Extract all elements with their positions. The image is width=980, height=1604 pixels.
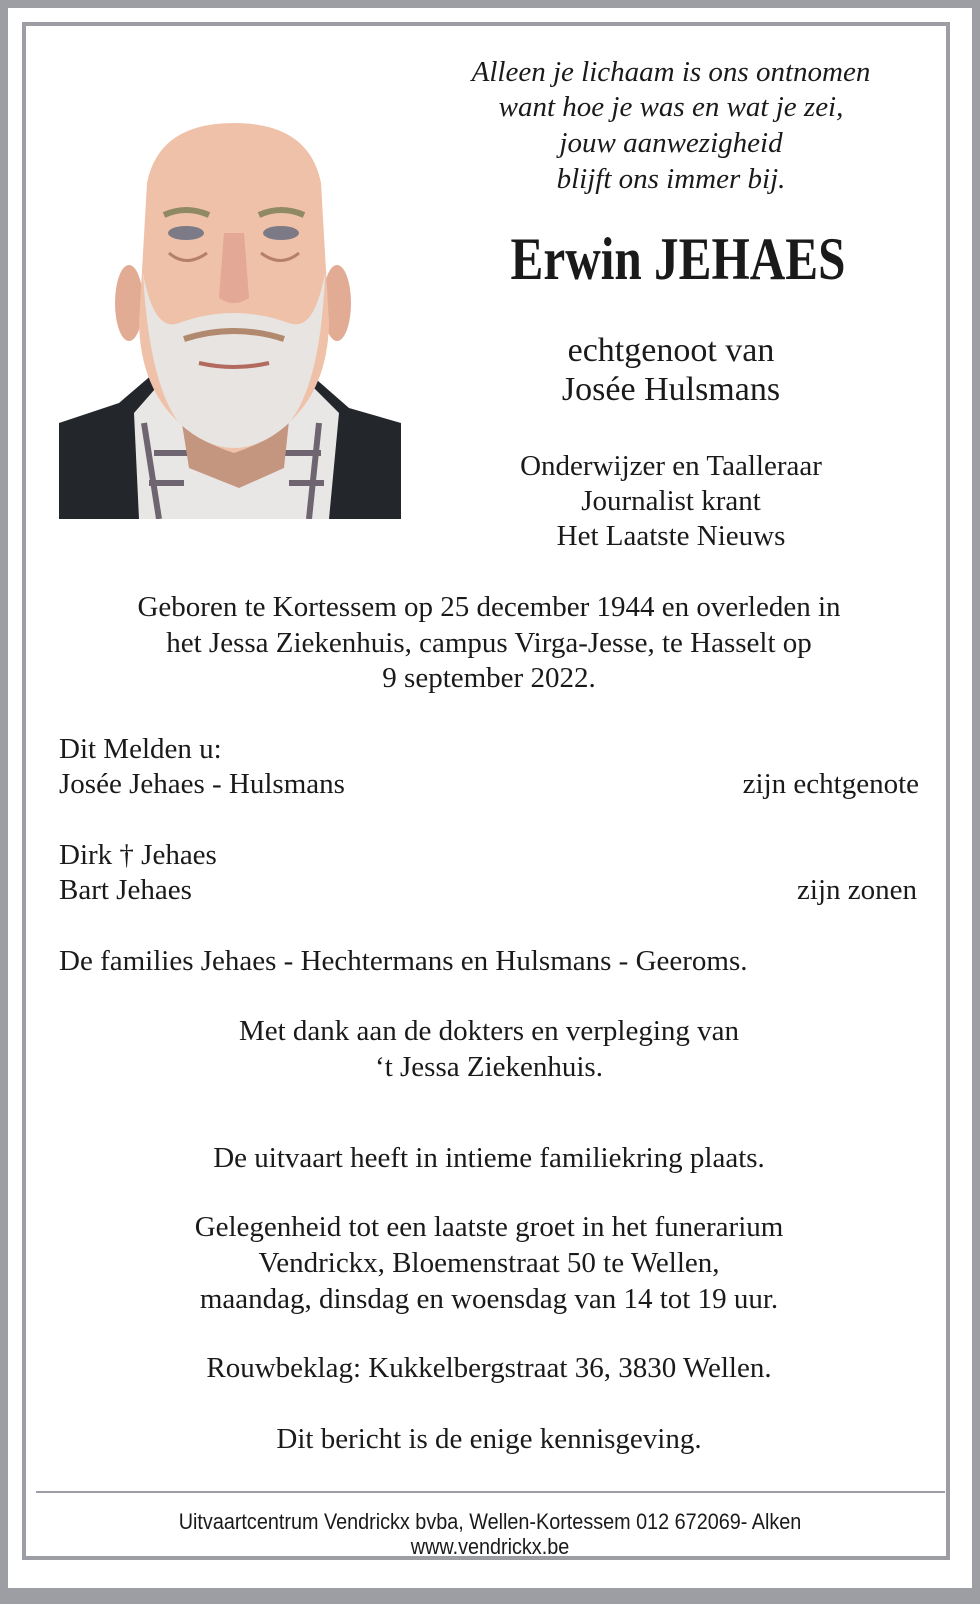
announce-label: Dit Melden u: xyxy=(59,733,222,765)
poem-line: blijft ons immer bij. xyxy=(556,163,786,195)
spouse-name: Josée Hulsmans xyxy=(561,371,781,408)
family-member-relation: zijn echtgenote xyxy=(742,768,919,800)
condolence-address: Rouwbeklag: Kukkelbergstraat 36, 3830 Wellen. xyxy=(206,1352,772,1384)
thanks-line: Met dank aan de dokters en verpleging van xyxy=(238,1015,740,1047)
birth-death-line: 9 september 2022. xyxy=(382,662,596,694)
family-member-name: Bart Jehaes xyxy=(59,874,192,906)
portrait-photo xyxy=(59,123,401,519)
profession-line: Onderwijzer en Taalleraar xyxy=(520,450,822,482)
family-member-name: Dirk † Jehaes xyxy=(59,839,217,871)
visitation-line: maandag, dinsdag en woensdag van 14 tot 19 uur. xyxy=(199,1283,779,1315)
visitation-line: Vendrickx, Bloemenstraat 50 te Wellen, xyxy=(258,1247,720,1279)
footer-company: Uitvaartcentrum Vendrickx bvba, Wellen-Kortessem 012 672069- Alken xyxy=(178,1509,802,1534)
profession-line: Journalist krant xyxy=(581,485,761,517)
footer-divider xyxy=(36,1491,945,1493)
poem-line: jouw aanwezigheid xyxy=(559,127,783,159)
deceased-name: Erwin JEHAES xyxy=(510,226,846,292)
visitation-line: Gelegenheid tot een laatste groet in het funerarium xyxy=(194,1211,784,1243)
poem-line: want hoe je was en wat je zei, xyxy=(498,91,844,123)
families-line: De families Jehaes - Hechtermans en Hulsmans - Geeroms. xyxy=(59,945,748,977)
birth-death-line: Geboren te Kortessem op 25 december 1944 en overleden in xyxy=(137,591,841,623)
thanks-line: ‘t Jessa Ziekenhuis. xyxy=(375,1051,603,1083)
footer-website[interactable]: www.vendrickx.be xyxy=(410,1534,570,1559)
spouse-label: echtgenoot van xyxy=(567,332,775,369)
profession-line: Het Laatste Nieuws xyxy=(556,520,786,552)
birth-death-line: het Jessa Ziekenhuis, campus Virga-Jesse, te Hasselt op xyxy=(166,627,812,659)
poem-line: Alleen je lichaam is ons ontnomen xyxy=(471,56,871,88)
family-member-name: Josée Jehaes - Hulsmans xyxy=(59,768,345,800)
sole-notice: Dit bericht is de enige kennisgeving. xyxy=(276,1423,702,1455)
funeral-line: De uitvaart heeft in intieme familiekring plaats. xyxy=(213,1142,765,1174)
family-member-relation: zijn zonen xyxy=(797,874,917,906)
